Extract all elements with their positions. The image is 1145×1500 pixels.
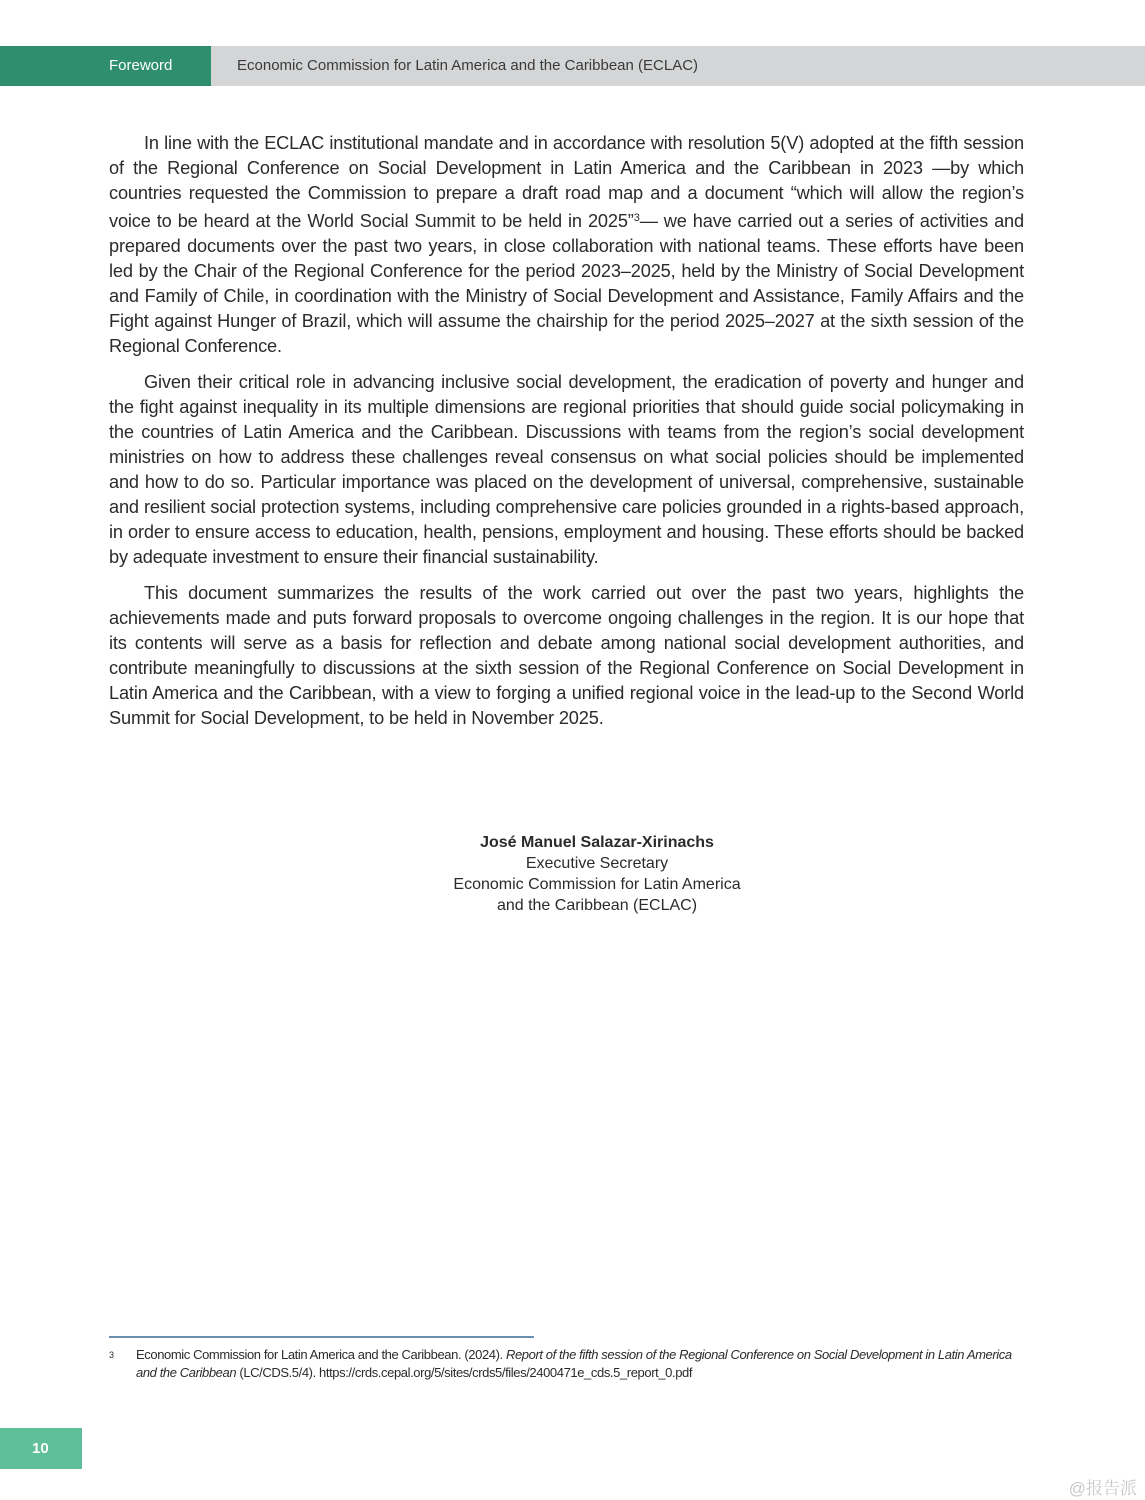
signatory-org-line-2: and the Caribbean (ECLAC) [496,897,698,914]
page-number: 10 [0,1428,82,1469]
document-title: Economic Commission for Latin America and the Caribbean (ECLAC) [237,57,699,74]
footnote-text [136,1346,1029,1382]
foreword-body [109,131,1024,742]
signature-block [372,832,822,916]
paragraph-3: This document summarizes the results of the work carried out over the past two years, highlights the achievements made and puts forward proposals to overcome ongoing challenges in the region. It is our hope that its contents will serve as a basis for reflection and debate among national social development authorities, and contribute meaningfully to discussions at the sixth session of the Regional Conference on Social Development in Latin America and the Caribbean, with a view to forging a unified regional voice in the lead-up to the Second World Summit for Social Development, to be held in November 2025. [109,583,1024,728]
paragraph-2: Given their critical role in advancing inclusive social development, the eradication of poverty and hunger and the fight against inequality in its multiple dimensions are regional priorities that should guide social policymaking in the countries of Latin America and the Caribbean. Discussions with teams from the region’s social development ministries on how to address these challenges reveal consensus on what social policies should be implemented and how to do so. Particular importance was placed on the development of universal, comprehensive, sustainable and resilient social protection systems, including comprehensive care policies grounded in a rights-based approach, in order to ensure access to education, health, pensions, employment and housing. These efforts should be backed by adequate investment to ensure their financial sustainability. [109,372,1024,567]
footnote-divider [109,1336,534,1338]
signatory-role: Executive Secretary [525,855,669,872]
footnote-suffix-link[interactable]: (LC/CDS.5/4). https://crds.cepal.org/5/sites/crds5/files/2400471e_cds.5_report_0.pdf [236,1365,693,1380]
watermark: @报告派 [1068,1479,1137,1498]
paragraph-1-text-a: In line with the ECLAC institutional mandate and in accordance with resolution 5(V) adopted at the fifth session of the Regional Conference on Social Development in Latin America and the Caribbean in 2023 —by which countries requested the Commission to prepare a draft road map and a document “which will allow the region’s voice to be heard at the World Social Summit to be held in 2025” [109,133,1024,231]
footnote-number: 3 [109,1350,114,1360]
running-header [0,46,1145,86]
footnote-prefix: Economic Commission for Latin America and the Caribbean. (2024). [136,1347,506,1362]
footnote-title: Report of the fifth session of the Regional Conference on Social Development in Latin America and the Caribbean [136,1347,1012,1380]
signatory-org-line-1: Economic Commission for Latin America [453,876,741,893]
footnote-reference[interactable]: 3 [633,212,640,224]
section-label: Foreword [0,46,211,86]
footnote [109,1346,1029,1382]
signatory-name: José Manuel Salazar-Xirinachs [480,834,714,851]
paragraph-1 [109,131,1024,359]
paragraph-1-text-b: — we have carried out a series of activities and prepared documents over the past two years, in close collaboration with national teams. These efforts have been led by the Chair of the Regional Conference for the period 2023–2025, held by the Ministry of Social Development and Family of Chile, in coordination with the Ministry of Social Development and Assistance, Family Affairs and the Fight against Hunger of Brazil, which will assume the chairship for the period 2025–2027 at the sixth session of the Regional Conference. [109,211,1024,356]
